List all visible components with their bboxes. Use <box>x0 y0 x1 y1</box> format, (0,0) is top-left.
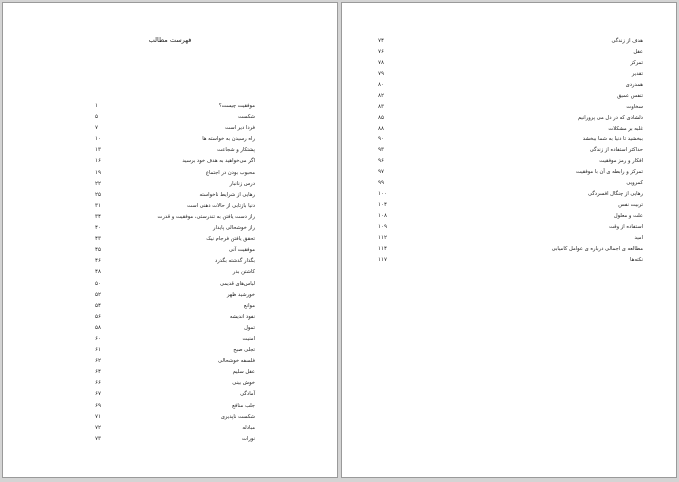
toc-entry <box>378 102 643 113</box>
toc-entry-page-number: ۱۱۷ <box>378 256 388 263</box>
toc-entry-title: تقدیر <box>631 70 643 77</box>
toc-entry <box>95 256 255 267</box>
toc-entry <box>95 389 255 400</box>
toc-entry-title: ببخشید تا دنیا به شما ببخشد <box>582 136 643 143</box>
toc-entry-title: تربیت نفس <box>618 202 643 209</box>
toc-entry-title: امید <box>634 234 643 241</box>
toc-entry-title: موانع <box>243 302 255 309</box>
toc-entry <box>378 124 643 135</box>
toc-entry <box>378 80 643 91</box>
toc-entry-title: مطالعه ی اجمالی درباره ی عوامل کامیابی <box>551 245 643 252</box>
toc-entry-page-number: ۱۱۲ <box>378 234 388 241</box>
toc-entry <box>378 255 643 266</box>
toc-entry-page-number: ۹۹ <box>378 180 385 187</box>
toc-entry-page-number: ۸۰ <box>378 81 385 88</box>
toc-entry <box>95 168 255 179</box>
toc-entry-title: دلشادی که در دل می پرورانیم <box>577 114 643 121</box>
toc-entry-title: نکته‌ها <box>630 256 643 263</box>
toc-entry <box>378 178 643 189</box>
toc-entry-title: سخاوت <box>626 103 643 110</box>
toc-entry-page-number: ۸۳ <box>378 103 385 110</box>
toc-entry-page-number: ۷۱ <box>95 413 102 420</box>
toc-entry <box>378 58 643 69</box>
toc-entry-title: رهایی از چنگال افسردگی <box>588 191 643 198</box>
toc-entry-title: استفاده از وقت <box>609 223 643 230</box>
toc-page-left <box>2 2 338 478</box>
toc-entry-page-number: ۹۳ <box>378 147 385 154</box>
toc-entry <box>95 245 255 256</box>
toc-entry <box>95 378 255 389</box>
toc-entry-title: پشتکار و شجاعت <box>217 147 255 154</box>
toc-entry <box>378 134 643 145</box>
toc-entry-page-number: ۵ <box>95 114 99 121</box>
toc-entry-page-number: ۱۰ <box>95 136 102 143</box>
toc-entry-title: خوش بینی <box>232 380 255 387</box>
toc-entry <box>95 367 255 378</box>
toc-entry-title: جلب منافع <box>232 402 255 409</box>
toc-entry-page-number: ۶۴ <box>95 369 102 376</box>
toc-entry-page-number: ۱ <box>95 103 99 109</box>
toc-entry <box>95 179 255 190</box>
toc-entry <box>95 223 255 234</box>
toc-entry-title: کمرویی <box>626 180 643 187</box>
toc-entry-page-number: ۶۶ <box>95 380 102 387</box>
toc-entry-page-number: ۷۲ <box>95 424 102 431</box>
toc-entry <box>378 233 643 244</box>
toc-entry-title: راز دست یافتن به تندرستی، موفقیت و قدرت <box>157 213 255 220</box>
toc-entry <box>95 334 255 345</box>
toc-entry <box>95 301 255 312</box>
toc-entry <box>378 211 643 222</box>
toc-entry-page-number: ۹۷ <box>378 169 385 176</box>
toc-entry <box>378 200 643 211</box>
toc-entry-title: تمرکز <box>630 59 643 66</box>
toc-entry-page-number: ۷۳ <box>95 435 102 442</box>
toc-entry-page-number: ۱۳ <box>95 147 102 154</box>
toc-entry-title: افکار و رمز موفقیت <box>599 158 643 165</box>
toc-entry <box>378 222 643 233</box>
toc-entry-page-number: ۱۶ <box>95 158 102 165</box>
toc-entry-title: تنفس عمیق <box>617 92 643 99</box>
toc-entry-page-number: ۳۴ <box>95 213 102 220</box>
toc-entry <box>378 113 643 124</box>
toc-entry-page-number: ۶۰ <box>95 335 102 342</box>
toc-entry <box>95 112 255 123</box>
toc-entry-page-number: ۹۶ <box>378 158 385 165</box>
toc-entry-title: کاشتن بذر <box>232 269 255 276</box>
toc-entry <box>378 189 643 200</box>
toc-entry <box>95 423 255 434</box>
toc-entry <box>95 145 255 156</box>
toc-entry-page-number: ۲۲ <box>95 180 102 187</box>
toc-entry <box>378 91 643 102</box>
toc-entry-page-number: ۷۴ <box>378 38 385 44</box>
toc-entry <box>378 156 643 167</box>
toc-entry-title: محبوب بودن در اجتماع <box>205 169 255 176</box>
toc-entry-title: تمرکز و رابطه ی آن با موفقیت <box>575 169 643 176</box>
toc-entry-page-number: ۱۰۹ <box>378 223 388 230</box>
toc-entry-title: غلبه بر مشکلات <box>608 125 643 132</box>
toc-entry-page-number: ۴۳ <box>95 236 102 243</box>
toc-entry-page-number: ۴۶ <box>95 258 102 265</box>
toc-entry-title: آمادگی <box>240 391 255 398</box>
toc-entry <box>95 312 255 323</box>
toc-entry-title: رهایی از شرایط ناخواسته <box>199 191 255 198</box>
toc-entry-page-number: ۳۱ <box>95 202 102 209</box>
toc-entry-page-number: ۸۸ <box>378 125 385 132</box>
toc-entry-title: فردا دیر است <box>225 125 255 132</box>
toc-entry-title: شکست ناپذیری <box>220 413 255 420</box>
toc-entry <box>378 145 643 156</box>
toc-entry <box>95 279 255 290</box>
toc-page-right <box>341 2 677 478</box>
toc-list-left <box>95 101 255 445</box>
toc-entry <box>95 212 255 223</box>
toc-entry-page-number: ۱۱۴ <box>378 245 388 252</box>
toc-entry-title: لباس‌های قدیمی <box>219 280 255 287</box>
toc-entry-page-number: ۷۹ <box>378 70 385 77</box>
toc-entry-page-number: ۱۰۴ <box>378 202 388 209</box>
toc-entry-title: راز خوشحالی پایدار <box>213 225 255 232</box>
toc-entry-title: مبادله <box>242 424 255 431</box>
toc-entry-title: نورات <box>242 435 255 442</box>
toc-entry-page-number: ۴۵ <box>95 247 102 254</box>
toc-entry-page-number: ۸۵ <box>378 114 385 121</box>
toc-entry-page-number: ۱۹ <box>95 169 102 176</box>
toc-entry-title: اگر می‌خواهید به هدف خود برسید <box>182 158 255 165</box>
toc-entry-page-number: ۷۸ <box>378 59 385 66</box>
toc-entry-title: راه رسیدن به خواسته ها <box>202 136 255 143</box>
toc-entry <box>95 190 255 201</box>
toc-entry-page-number: ۹۰ <box>378 136 385 143</box>
toc-entry-title: تحقق یافتن فرجام نیک <box>206 236 255 243</box>
toc-entry-title: فلسفه خوشحالی <box>218 358 255 365</box>
toc-entry-page-number: ۸۲ <box>378 92 385 99</box>
toc-entry-title: درس زنانبار <box>229 180 255 187</box>
toc-entry <box>95 434 255 445</box>
toc-entry-page-number: ۱۰۰ <box>378 191 388 198</box>
page-title: فهرست مطالب <box>148 36 192 44</box>
toc-entry-page-number: ۶۱ <box>95 347 102 354</box>
toc-entry-page-number: ۱۰۸ <box>378 213 388 219</box>
toc-entry-title: دنیا بازتابی از حالات ذهنی است <box>187 202 255 209</box>
toc-entry <box>95 123 255 134</box>
toc-entry <box>95 101 255 112</box>
toc-entry <box>378 47 643 58</box>
toc-entry <box>95 412 255 423</box>
toc-entry-title: هدف از زندگی <box>611 38 643 44</box>
toc-entry <box>95 290 255 301</box>
toc-list-right <box>378 36 643 266</box>
toc-entry-title: عقل سلیم <box>232 369 255 376</box>
toc-entry-title: حداکثر استفاده از زندگی <box>589 147 643 154</box>
toc-entry-page-number: ۶۹ <box>95 402 102 409</box>
toc-entry-page-number: ۵۴ <box>95 302 102 309</box>
toc-entry-page-number: ۶۷ <box>95 391 102 398</box>
toc-entry-page-number: ۲۵ <box>95 191 102 198</box>
toc-entry <box>378 244 643 255</box>
toc-entry-page-number: ۵۸ <box>95 324 102 331</box>
toc-entry <box>378 36 643 47</box>
toc-entry-page-number: ۷۶ <box>378 48 385 55</box>
toc-entry-title: عقل <box>633 48 643 55</box>
toc-entry <box>95 156 255 167</box>
toc-entry-title: بگذار گذشته بگذرد <box>214 258 255 265</box>
toc-entry-page-number: ۷ <box>95 125 99 132</box>
toc-entry-title: موفقیت چیست؟ <box>218 103 255 109</box>
toc-entry-page-number: ۶۲ <box>95 358 102 365</box>
toc-entry-title: همدردی <box>625 81 643 88</box>
toc-entry <box>95 323 255 334</box>
toc-entry-page-number: ۴۸ <box>95 269 102 276</box>
toc-entry <box>95 201 255 212</box>
toc-entry-title: موفقیت آنی <box>228 247 255 254</box>
toc-entry <box>95 134 255 145</box>
toc-entry-title: تمول <box>244 324 255 331</box>
toc-entry-title: شکست <box>238 114 255 121</box>
toc-entry <box>95 345 255 356</box>
toc-entry <box>378 167 643 178</box>
toc-entry-page-number: ۴۰ <box>95 225 102 232</box>
toc-entry <box>95 356 255 367</box>
toc-entry-title: نفوذ اندیشه <box>229 313 255 320</box>
toc-entry <box>95 234 255 245</box>
toc-entry-title: امنیت <box>242 335 255 342</box>
toc-entry-page-number: ۵۶ <box>95 313 102 320</box>
toc-entry <box>95 267 255 278</box>
toc-entry-title: خورشید ظهر <box>226 291 255 298</box>
toc-entry-page-number: ۵۰ <box>95 280 102 287</box>
toc-entry <box>378 69 643 80</box>
toc-entry <box>95 401 255 412</box>
toc-entry-page-number: ۵۲ <box>95 291 102 298</box>
toc-entry-title: تجلی صبح <box>233 347 255 354</box>
toc-entry-title: علت و معلول <box>613 213 643 219</box>
